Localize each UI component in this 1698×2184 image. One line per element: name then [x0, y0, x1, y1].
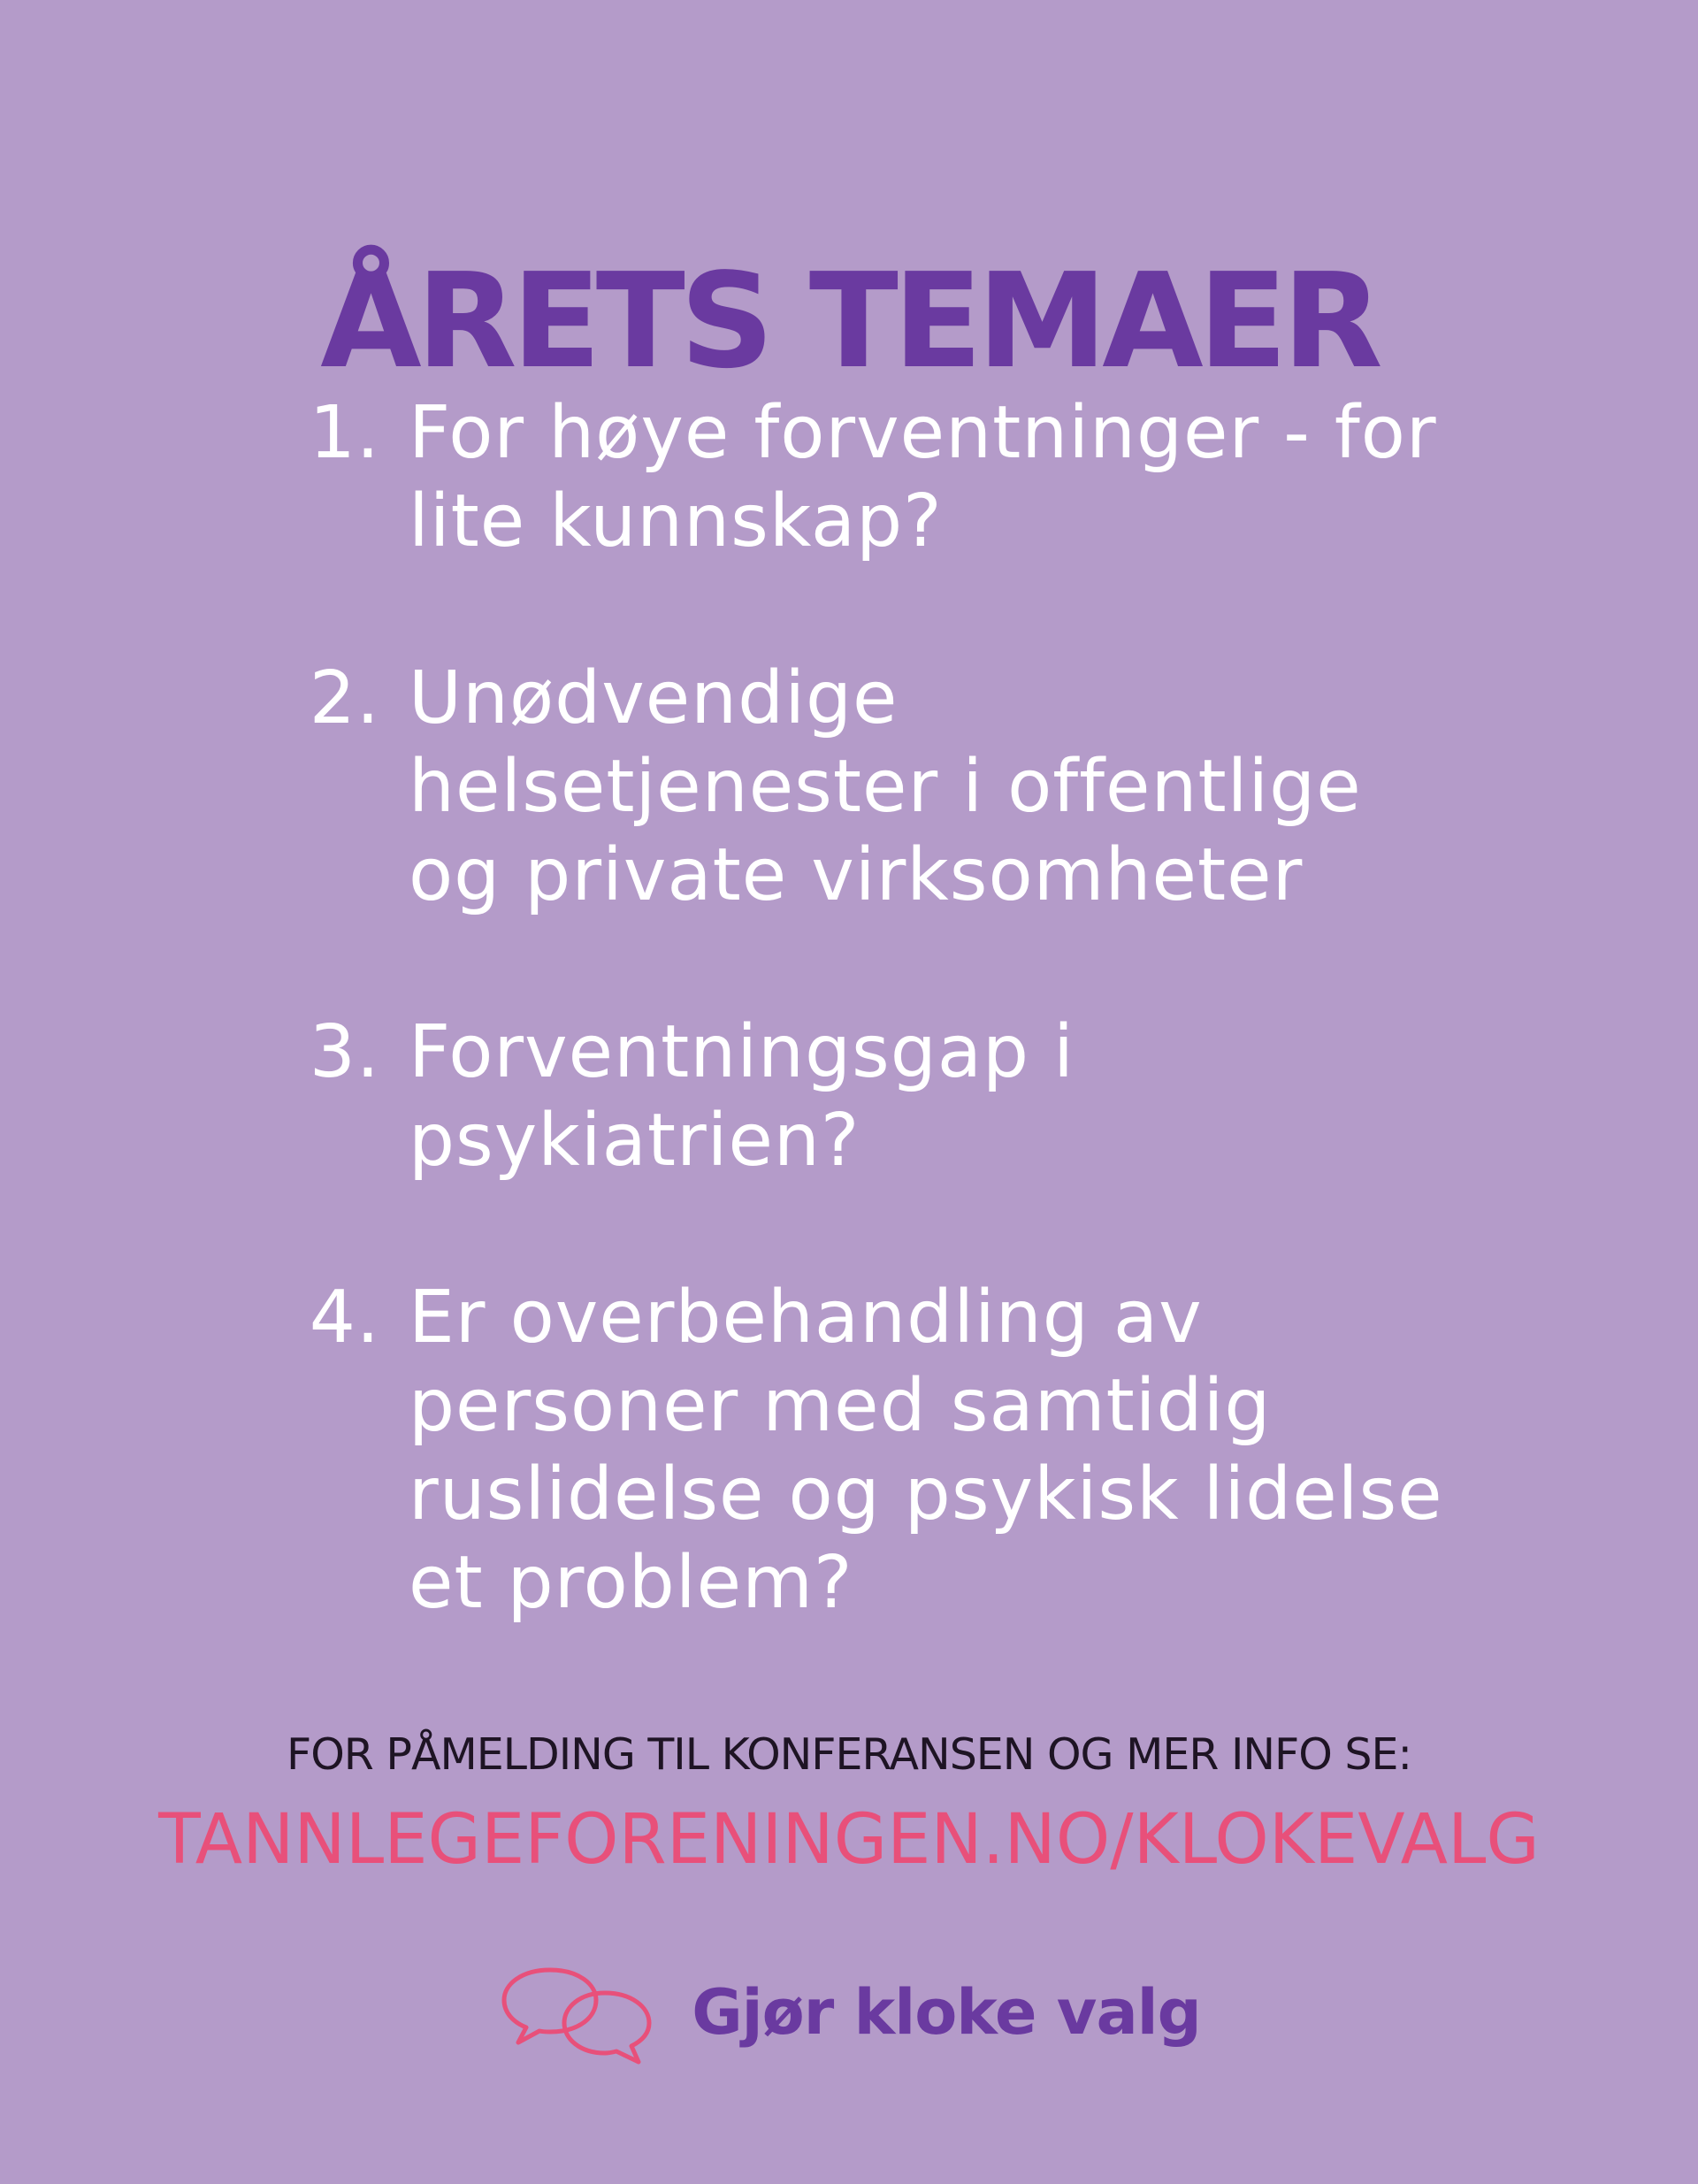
topic-item — [265, 655, 1450, 920]
page-title: ÅRETS TEMAER — [320, 245, 1378, 398]
topic-item — [265, 1274, 1450, 1628]
brand-logo — [0, 1959, 1698, 2065]
brand-name: Gjør kloke valg — [692, 1976, 1201, 2049]
topic-text: Forventningsgap i psykiatrien? — [409, 1010, 1075, 1183]
registration-info: FOR PÅMELDING TIL KONFERANSEN OG MER INFO SE: — [287, 1729, 1411, 1780]
topic-number: 3. — [309, 1010, 380, 1094]
topic-text: For høye forventninger - for lite kunnskap? — [409, 391, 1437, 563]
topic-item — [265, 1008, 1450, 1185]
website-link[interactable]: TANNLEGEFORENINGEN.NO/KLOKEVALG — [158, 1800, 1540, 1880]
topic-text: Unødvendige helsetjenester i offentlige og private virksomheter — [409, 656, 1362, 917]
topic-number: 4. — [309, 1276, 380, 1360]
speech-bubbles-icon — [497, 1959, 665, 2065]
topic-number: 2. — [309, 656, 380, 740]
topic-text: Er overbehandling av personer med samtidig ruslidelse og psykisk lidelse et problem? — [409, 1276, 1443, 1625]
topic-number: 1. — [309, 391, 380, 475]
topic-item — [265, 389, 1450, 566]
topic-list — [265, 389, 1450, 1716]
